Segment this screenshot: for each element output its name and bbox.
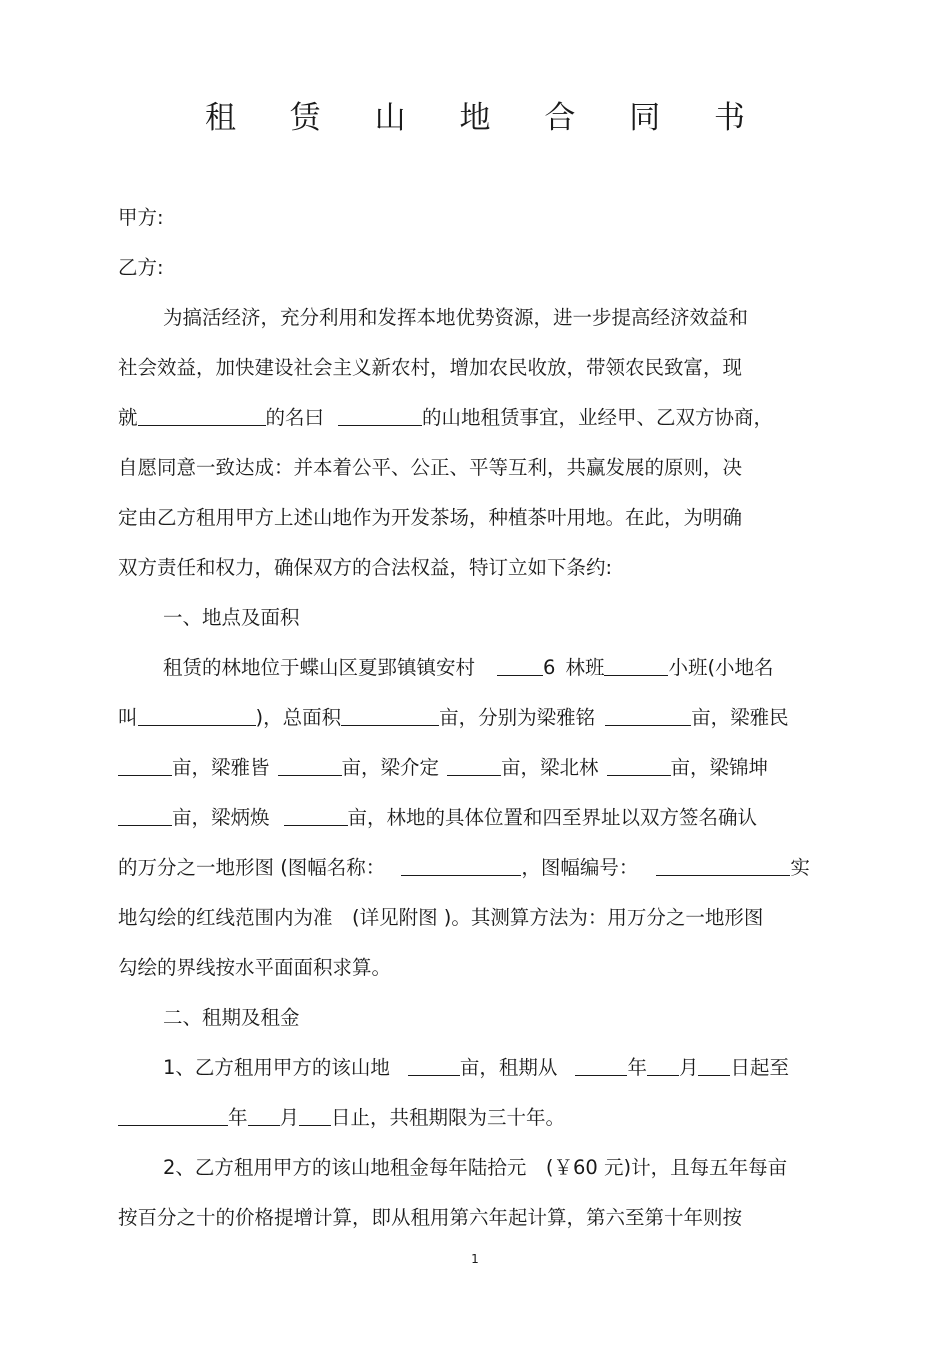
text-fragment: 亩，梁雅皆 [172, 756, 270, 779]
blank-field [284, 805, 348, 826]
blank-field [497, 655, 543, 676]
text-fragment: 亩，梁北林 [501, 756, 599, 779]
section2-line: 按百分之十的价格提增计算，即从租用第六年起计算，第六至第十年则按 [118, 1206, 743, 1229]
section1-line: 勾绘的界线按水平面面积求算。 [118, 956, 392, 979]
text-fragment: 就 [118, 406, 138, 429]
text-fragment: 年 [627, 1056, 647, 1079]
section1-line [163, 655, 774, 681]
blank-field [604, 655, 668, 676]
text-fragment: 亩，租期从 [459, 1056, 558, 1079]
section1-line [118, 805, 757, 831]
text-fragment: )，总面积 [255, 706, 342, 729]
text-fragment: 日起至 [730, 1056, 789, 1079]
text-fragment: 月 [279, 1106, 300, 1129]
text-fragment: 亩，梁介定 [341, 756, 440, 779]
section2-line [163, 1055, 789, 1081]
preamble-line [118, 405, 773, 431]
section-heading: 二、租期及租金 [163, 1006, 300, 1029]
blank-field [248, 1105, 280, 1126]
text-fragment: 亩，梁炳焕 [172, 806, 270, 829]
blank-field [118, 805, 172, 826]
blank-field [138, 405, 266, 426]
section1-line [118, 855, 810, 881]
page-number: 1 [471, 1252, 479, 1266]
section1-line [118, 705, 789, 731]
blank-field [607, 755, 671, 776]
section-heading: 一、地点及面积 [163, 606, 300, 629]
section2-line [118, 1105, 565, 1131]
text-fragment: 年 [228, 1106, 248, 1129]
blank-field [138, 705, 256, 726]
blank-field [647, 1055, 679, 1076]
blank-field [341, 705, 439, 726]
text-fragment: 叫 [118, 706, 138, 729]
text-fragment: 亩，分别为梁雅铭 [439, 706, 596, 729]
party-b-label: 乙方: [118, 256, 164, 279]
blank-field [698, 1055, 730, 1076]
preamble-line: 社会效益，加快建设社会主义新农村，增加农民收放，带领农民致富，现 [118, 356, 743, 379]
blank-field [278, 755, 342, 776]
blank-field [575, 1055, 627, 1076]
blank-field [118, 755, 172, 776]
text-fragment: 6 [543, 656, 556, 679]
text-fragment: 日止，共租期限为三十年。 [331, 1106, 566, 1129]
text-fragment: 的万分之一地形图 (图幅名称： [118, 856, 386, 879]
section2-line: 2、乙方租用甲方的该山地租金每年陆拾元 (￥60 元)计，且每五年每亩 [163, 1156, 788, 1179]
text-fragment: 实 [790, 856, 810, 879]
text-fragment: ，图幅编号： [521, 856, 639, 879]
blank-field [299, 1105, 331, 1126]
blank-field [656, 855, 790, 876]
text-fragment: 林班 [565, 656, 605, 679]
blank-field [401, 855, 521, 876]
blank-field [447, 755, 501, 776]
preamble-line: 自愿同意一致达成：并本着公平、公正、平等互利，共赢发展的原则，决 [118, 456, 743, 479]
blank-field [118, 1105, 228, 1126]
blank-field [338, 405, 422, 426]
text-fragment: 月 [678, 1056, 699, 1079]
preamble-line: 为搞活经济，充分利用和发挥本地优势资源，进一步提高经济效益和 [163, 306, 749, 329]
party-a-label: 甲方: [118, 206, 164, 229]
document-title: 租 赁 山 地 合 同 书 [204, 100, 768, 136]
text-fragment: 亩，梁锦坤 [670, 756, 769, 779]
text-fragment: 1、乙方租用甲方的该山地 [163, 1056, 390, 1079]
text-fragment: 的名曰 [265, 406, 325, 429]
text-fragment: 亩，梁雅民 [691, 706, 789, 729]
text-fragment: 的山地租赁事宜，业经甲、乙双方协商， [422, 406, 774, 429]
blank-field [408, 1055, 460, 1076]
text-fragment: 亩，林地的具体位置和四至界址以双方签名确认 [347, 806, 758, 829]
text-fragment: 小班(小地名 [668, 656, 774, 679]
section1-line: 地勾绘的红线范围内为准 (详见附图 )。其测算方法为：用万分之一地形图 [118, 906, 764, 929]
preamble-line: 定由乙方租用甲方上述山地作为开发茶场，种植茶叶用地。在此，为明确 [118, 506, 743, 529]
preamble-line: 双方责任和权力，确保双方的合法权益，特订立如下条约: [118, 556, 613, 579]
text-fragment: 租赁的林地位于蝶山区夏郢镇镇安村 [163, 656, 476, 679]
section1-line [118, 755, 768, 781]
blank-field [605, 705, 691, 726]
